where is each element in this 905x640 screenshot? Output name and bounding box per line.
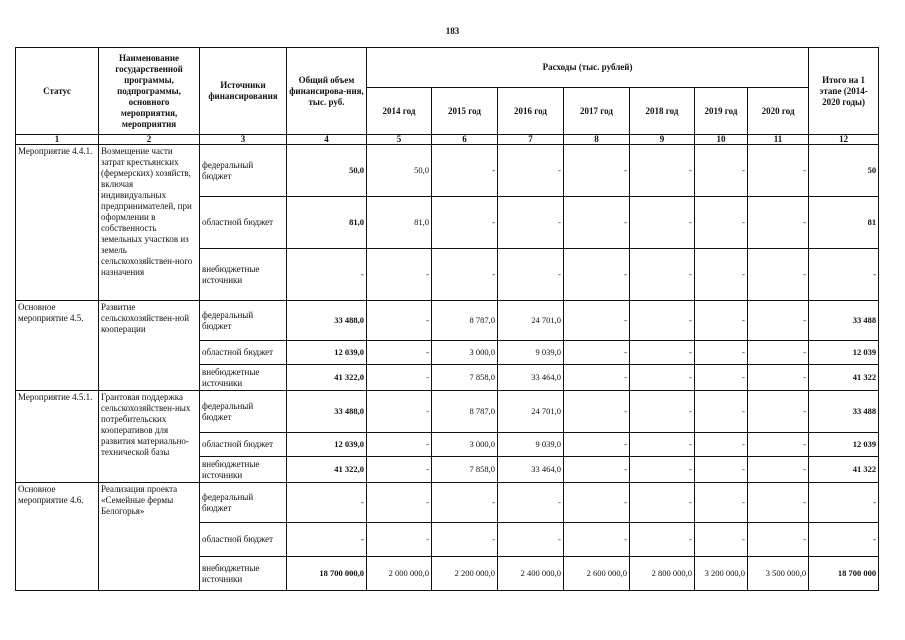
itog-amount-cell: - xyxy=(809,523,879,557)
funding-source-cell: федеральный бюджет xyxy=(200,145,287,197)
itog-amount-cell: - xyxy=(809,249,879,301)
year-amount-cell: 7 858,0 xyxy=(432,365,498,391)
year-amount-cell: 8 787,0 xyxy=(432,391,498,433)
year-amount-cell: - xyxy=(367,433,432,457)
total-amount-cell: 18 700 000,0 xyxy=(287,557,367,591)
total-amount-cell: 41 322,0 xyxy=(287,457,367,483)
itog-amount-cell: 41 322 xyxy=(809,457,879,483)
year-amount-cell: - xyxy=(630,365,695,391)
itog-amount-cell: 50 xyxy=(809,145,879,197)
year-amount-cell: - xyxy=(695,433,748,457)
year-amount-cell: - xyxy=(748,341,809,365)
status-cell: Основное мероприятие 4.5. xyxy=(16,301,99,391)
year-amount-cell: - xyxy=(748,433,809,457)
funding-source-cell: внебюджетные источники xyxy=(200,557,287,591)
year-amount-cell: 3 200 000,0 xyxy=(695,557,748,591)
year-amount-cell: 2 000 000,0 xyxy=(367,557,432,591)
column-number: 12 xyxy=(809,135,879,145)
measure-name-cell: Развитие сельскохозяйствен-ной кооперации xyxy=(99,301,200,391)
year-amount-cell: 7 858,0 xyxy=(432,457,498,483)
table-row xyxy=(16,145,879,197)
status-cell: Мероприятие 4.5.1. xyxy=(16,391,99,483)
year-amount-cell: - xyxy=(695,365,748,391)
year-amount-cell: - xyxy=(630,301,695,341)
column-number: 10 xyxy=(695,135,748,145)
year-amount-cell: 2 800 000,0 xyxy=(630,557,695,591)
year-amount-cell: - xyxy=(748,483,809,523)
funding-source-cell: областной бюджет xyxy=(200,341,287,365)
year-amount-cell: - xyxy=(432,483,498,523)
itog-amount-cell: 18 700 000 xyxy=(809,557,879,591)
funding-source-cell: областной бюджет xyxy=(200,523,287,557)
itog-amount-cell: 81 xyxy=(809,197,879,249)
year-amount-cell: - xyxy=(748,457,809,483)
year-amount-cell: 9 039,0 xyxy=(498,433,564,457)
year-amount-cell: - xyxy=(564,197,630,249)
year-amount-cell: 9 039,0 xyxy=(498,341,564,365)
header-source: Источники финансирования xyxy=(200,48,287,135)
year-amount-cell: - xyxy=(564,523,630,557)
year-amount-cell: - xyxy=(630,145,695,197)
funding-source-cell: областной бюджет xyxy=(200,433,287,457)
year-amount-cell: - xyxy=(630,249,695,301)
total-amount-cell: - xyxy=(287,483,367,523)
year-amount-cell: - xyxy=(564,341,630,365)
year-amount-cell: 2 400 000,0 xyxy=(498,557,564,591)
funding-source-cell: внебюджетные источники xyxy=(200,365,287,391)
year-amount-cell: - xyxy=(564,457,630,483)
total-amount-cell: 12 039,0 xyxy=(287,433,367,457)
header-expenses: Расходы (тыс. рублей) xyxy=(367,48,809,88)
column-number-row xyxy=(16,135,879,145)
year-amount-cell: - xyxy=(748,197,809,249)
header-year: 2014 год xyxy=(367,88,432,135)
year-amount-cell: - xyxy=(367,391,432,433)
header-year: 2016 год xyxy=(498,88,564,135)
column-number: 8 xyxy=(564,135,630,145)
year-amount-cell: - xyxy=(695,457,748,483)
year-amount-cell: - xyxy=(695,301,748,341)
itog-amount-cell: 33 488 xyxy=(809,391,879,433)
year-amount-cell: 2 600 000,0 xyxy=(564,557,630,591)
year-amount-cell: 81,0 xyxy=(367,197,432,249)
year-amount-cell: - xyxy=(630,523,695,557)
year-amount-cell: - xyxy=(630,197,695,249)
table-row xyxy=(16,483,879,523)
year-amount-cell: - xyxy=(630,433,695,457)
funding-source-cell: областной бюджет xyxy=(200,197,287,249)
year-amount-cell: - xyxy=(367,365,432,391)
year-amount-cell: 2 200 000,0 xyxy=(432,557,498,591)
budget-table xyxy=(15,47,879,591)
table-row xyxy=(16,391,879,433)
year-amount-cell: - xyxy=(498,483,564,523)
year-amount-cell: 24 701,0 xyxy=(498,391,564,433)
header-name: Наименование государственной программы, подпрограммы, основного мероприятия, мероприятия xyxy=(99,48,200,135)
measure-name-cell: Реализация проекта «Семейные фермы Белогорья» xyxy=(99,483,200,591)
year-amount-cell: 24 701,0 xyxy=(498,301,564,341)
total-amount-cell: - xyxy=(287,249,367,301)
column-number: 5 xyxy=(367,135,432,145)
year-amount-cell: - xyxy=(748,301,809,341)
status-cell: Мероприятие 4.4.1. xyxy=(16,145,99,301)
year-amount-cell: 33 464,0 xyxy=(498,365,564,391)
year-amount-cell: - xyxy=(695,197,748,249)
header-total: Общий объем финансирова-ния, тыс. руб. xyxy=(287,48,367,135)
year-amount-cell: - xyxy=(748,145,809,197)
year-amount-cell: - xyxy=(564,145,630,197)
header-itog: Итого на 1 этапе (2014-2020 годы) xyxy=(809,48,879,135)
year-amount-cell: - xyxy=(432,145,498,197)
year-amount-cell: - xyxy=(695,249,748,301)
total-amount-cell: 33 488,0 xyxy=(287,301,367,341)
year-amount-cell: - xyxy=(564,249,630,301)
year-amount-cell: - xyxy=(695,145,748,197)
column-number: 9 xyxy=(630,135,695,145)
year-amount-cell: - xyxy=(695,523,748,557)
year-amount-cell: - xyxy=(498,145,564,197)
year-amount-cell: - xyxy=(564,365,630,391)
header-status: Статус xyxy=(16,48,99,135)
total-amount-cell: - xyxy=(287,523,367,557)
funding-source-cell: внебюджетные источники xyxy=(200,249,287,301)
measure-name-cell: Грантовая поддержка сельскохозяйствен-ных потребительских кооперативов для развития материально-технической базы xyxy=(99,391,200,483)
column-number: 4 xyxy=(287,135,367,145)
year-amount-cell: - xyxy=(630,483,695,523)
year-amount-cell: - xyxy=(432,197,498,249)
year-amount-cell: 3 000,0 xyxy=(432,341,498,365)
year-amount-cell: 3 000,0 xyxy=(432,433,498,457)
itog-amount-cell: - xyxy=(809,483,879,523)
year-amount-cell: 8 787,0 xyxy=(432,301,498,341)
status-cell: Основное мероприятие 4.6. xyxy=(16,483,99,591)
year-amount-cell: - xyxy=(630,457,695,483)
measure-name-cell: Возмещение части затрат крестьянских (фермерских) хозяйств, включая индивидуальных предпринимателей, при оформлении в собственность земельных участков из земель сельскохозяйствен-ного назначения xyxy=(99,145,200,301)
header-year: 2020 год xyxy=(748,88,809,135)
header-year: 2019 год xyxy=(695,88,748,135)
table-body xyxy=(16,145,879,591)
year-amount-cell: - xyxy=(748,391,809,433)
column-number: 11 xyxy=(748,135,809,145)
itog-amount-cell: 12 039 xyxy=(809,341,879,365)
total-amount-cell: 81,0 xyxy=(287,197,367,249)
year-amount-cell: - xyxy=(748,249,809,301)
funding-source-cell: внебюджетные источники xyxy=(200,457,287,483)
year-amount-cell: - xyxy=(695,391,748,433)
year-amount-cell: - xyxy=(367,249,432,301)
year-amount-cell: - xyxy=(498,523,564,557)
itog-amount-cell: 33 488 xyxy=(809,301,879,341)
year-amount-cell: - xyxy=(367,457,432,483)
year-amount-cell: - xyxy=(367,523,432,557)
year-amount-cell: - xyxy=(432,249,498,301)
year-amount-cell: - xyxy=(367,341,432,365)
column-number: 3 xyxy=(200,135,287,145)
funding-source-cell: федеральный бюджет xyxy=(200,391,287,433)
year-amount-cell: - xyxy=(564,301,630,341)
header-year: 2015 год xyxy=(432,88,498,135)
year-amount-cell: - xyxy=(432,523,498,557)
column-number: 7 xyxy=(498,135,564,145)
year-amount-cell: - xyxy=(695,483,748,523)
year-amount-cell: 50,0 xyxy=(367,145,432,197)
header-year: 2017 год xyxy=(564,88,630,135)
year-amount-cell: 33 464,0 xyxy=(498,457,564,483)
itog-amount-cell: 12 039 xyxy=(809,433,879,457)
funding-source-cell: федеральный бюджет xyxy=(200,301,287,341)
year-amount-cell: - xyxy=(367,301,432,341)
year-amount-cell: - xyxy=(564,433,630,457)
year-amount-cell: - xyxy=(564,483,630,523)
total-amount-cell: 41 322,0 xyxy=(287,365,367,391)
total-amount-cell: 50,0 xyxy=(287,145,367,197)
funding-source-cell: федеральный бюджет xyxy=(200,483,287,523)
year-amount-cell: - xyxy=(748,523,809,557)
year-amount-cell: - xyxy=(367,483,432,523)
header-year: 2018 год xyxy=(630,88,695,135)
total-amount-cell: 33 488,0 xyxy=(287,391,367,433)
year-amount-cell: - xyxy=(564,391,630,433)
year-amount-cell: - xyxy=(748,365,809,391)
year-amount-cell: 3 500 000,0 xyxy=(748,557,809,591)
year-amount-cell: - xyxy=(630,391,695,433)
page-number: 183 xyxy=(445,26,460,36)
year-amount-cell: - xyxy=(498,197,564,249)
column-number: 1 xyxy=(16,135,99,145)
year-amount-cell: - xyxy=(695,341,748,365)
column-number: 6 xyxy=(432,135,498,145)
total-amount-cell: 12 039,0 xyxy=(287,341,367,365)
column-number: 2 xyxy=(99,135,200,145)
table-row xyxy=(16,301,879,341)
year-amount-cell: - xyxy=(630,341,695,365)
itog-amount-cell: 41 322 xyxy=(809,365,879,391)
year-amount-cell: - xyxy=(498,249,564,301)
